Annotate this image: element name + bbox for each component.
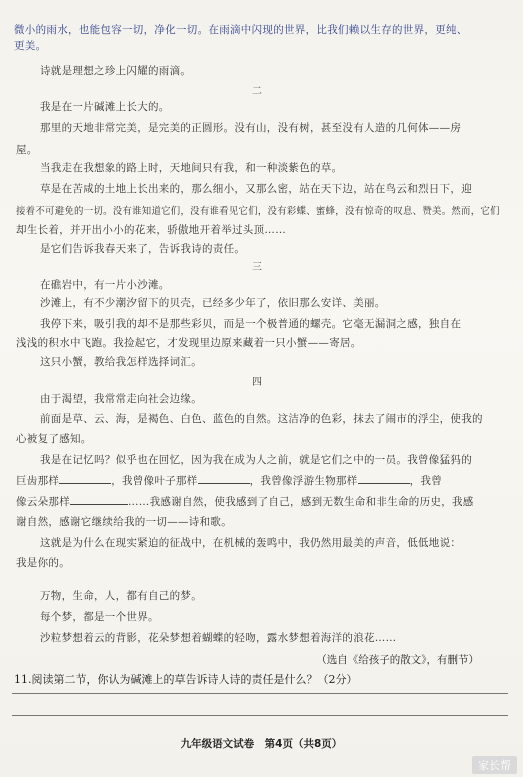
passage-line: 那里的天地非常完美，是完美的正圆形。没有山，没有树，甚至没有人造的几何体——房 bbox=[40, 122, 462, 134]
passage-line: 在礁岩中，有一片小沙滩。 bbox=[40, 279, 170, 291]
passage-line: 却生长着，并开出小小的花来，骄傲地开着举过头顶…… bbox=[16, 224, 286, 236]
passage-line: 我停下来，吸引我的却不是那些彩贝，而是一个极普通的螺壳。它毫无漏洞之感，独自在 bbox=[40, 318, 462, 330]
passage-line: 前面是草、云、海，是褐色、白色、蓝色的自然。这洁净的色彩，抹去了闹市的浮尘，使我的 bbox=[40, 413, 483, 425]
passage-line: 我是在记忆吗？似乎也在回忆，因为我在成为人之前，就是它们之中的一员。我曾像猛犸的 bbox=[40, 454, 472, 466]
passage-line: 每个梦，都是一个世界。 bbox=[40, 611, 159, 623]
passage-text: ……我感谢自然，使我感到了自己，感到无数生命和非生命的历史，我感 bbox=[128, 496, 474, 508]
site-watermark: 家长帮 bbox=[472, 756, 517, 774]
fill-blank-line bbox=[16, 496, 474, 509]
section-number: 二 bbox=[252, 86, 262, 97]
section-number: 四 bbox=[252, 377, 262, 388]
source-citation: （选自《给孩子的散文》，有删节） bbox=[316, 654, 479, 666]
question-number: 11. bbox=[14, 673, 32, 686]
passage-line: 当我走在我想象的路上时，天地间只有我，和一种淡紫色的草。 bbox=[40, 162, 343, 174]
passage-line: 草是在苦咸的土地上长出来的，那么细小，又那么密，站在天下边，站在鸟云和烈日下，迎 bbox=[40, 183, 472, 195]
section-number: 三 bbox=[252, 262, 262, 273]
passage-text: 巨齿那样 bbox=[16, 475, 60, 487]
passage-line: 万物，生命，人，都有自己的梦。 bbox=[40, 590, 202, 602]
passage-line: 更美。 bbox=[14, 40, 47, 52]
question-11 bbox=[14, 671, 358, 687]
passage-line: 是它们告诉我春天来了，告诉我诗的责任。 bbox=[40, 243, 246, 255]
passage-text: 像云朵那样 bbox=[16, 496, 70, 508]
passage-line: 诗就是理想之珍上闪耀的雨滴。 bbox=[40, 65, 192, 77]
passage-line: 谢自然，感谢它继续给我的一切——诗和歌。 bbox=[16, 516, 232, 528]
passage-line: 沙滩上，有不少潮汐留下的贝壳，已经多少年了，依旧那么安详、美丽。 bbox=[40, 297, 386, 309]
answer-blank[interactable] bbox=[59, 483, 111, 484]
passage-line: 接着不可避免的一切。没有谁知道它们，没有谁看见它们，没有彩蝶、蜜蜂，没有惊奇的叹息、赞美。然而，它们 bbox=[16, 206, 500, 217]
passage-line: 我是在一片碱滩上长大的。 bbox=[40, 101, 170, 113]
passage-line: 沙粒梦想着云的背影，花朵梦想着蝴蝶的轻吻，露水梦想着海洋的浪花…… bbox=[40, 632, 397, 644]
passage-line: 浅浅的积水中飞跑。我捡起它，才发现里边原来藏着一只小蟹——寄居。 bbox=[16, 337, 362, 349]
answer-line[interactable] bbox=[12, 715, 508, 716]
passage-line: 我是你的。 bbox=[16, 557, 70, 569]
passage-text: ，我曾像浮游生物那样 bbox=[249, 475, 358, 487]
passage-text: ，我曾像叶子那样 bbox=[111, 475, 198, 487]
page-footer: 九年级语文试卷 第4页（共8页） bbox=[180, 738, 343, 750]
passage-line: 这只小蟹，教给我怎样选择词汇。 bbox=[40, 356, 202, 368]
passage-line: 心被复了感知。 bbox=[16, 433, 92, 445]
answer-blank[interactable] bbox=[198, 483, 250, 484]
passage-line: 屋。 bbox=[16, 144, 38, 156]
passage-text: ，我曾 bbox=[409, 475, 443, 487]
question-text: 阅读第二节，你认为碱滩上的草告诉诗人诗的责任是什么？（2分） bbox=[31, 673, 358, 686]
answer-line[interactable] bbox=[12, 693, 508, 694]
passage-line: 由于渴望，我常常走向社会边缘。 bbox=[40, 393, 202, 405]
answer-blank[interactable] bbox=[70, 504, 128, 505]
passage-line: 微小的雨水，也能包容一切，净化一切。在雨滴中闪现的世界，比我们赖以生存的世界，更纯、 bbox=[14, 24, 468, 36]
fill-blank-line bbox=[16, 475, 442, 488]
answer-blank[interactable] bbox=[358, 483, 410, 484]
passage-line: 这就是为什么在现实紧迫的征战中，在机械的轰鸣中，我仍然用最美的声音，低低地说： bbox=[40, 537, 462, 549]
